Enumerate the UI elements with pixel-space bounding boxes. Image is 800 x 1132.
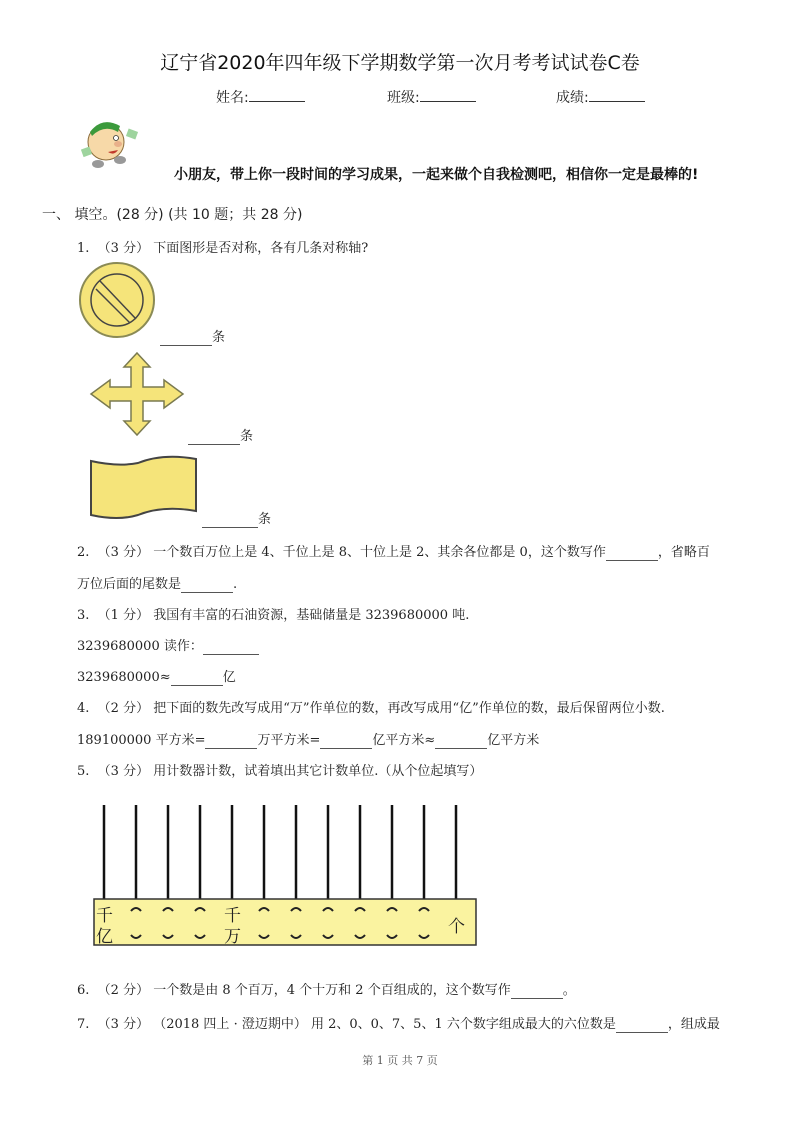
q3-line3-text-a: 3239680000≈	[77, 670, 171, 685]
q7-number: 7.	[77, 1017, 90, 1032]
q2-text-b: ，省略百	[657, 545, 710, 560]
q3-blank-1[interactable]	[203, 639, 259, 655]
abacus-label-qianwan-top: 千	[224, 906, 241, 926]
q1-unit-2: 条	[240, 429, 254, 444]
q1-text: 下面图形是否对称，各有几条对称轴?	[153, 241, 369, 256]
abacus-label-ge: 个	[448, 917, 465, 937]
score-blank[interactable]	[589, 87, 645, 102]
q3-number: 3.	[77, 608, 90, 623]
q2-blank-1[interactable]	[606, 545, 658, 561]
q4-line2-b: 万平方米=	[257, 733, 321, 748]
q2-number: 2.	[77, 545, 90, 560]
name-blank[interactable]	[249, 87, 305, 102]
q6-number: 6.	[77, 983, 90, 998]
q1-answer-3[interactable]	[202, 508, 271, 528]
q1-answer-1[interactable]	[160, 326, 225, 346]
name-label: 姓名:	[216, 90, 249, 106]
abacus-rods	[92, 805, 478, 947]
question-2	[77, 541, 710, 561]
q2-text-a: 一个数百万位上是 4、千位上是 8、十位上是 2、其余各位都是 0，这个数写作	[153, 545, 606, 560]
abacus-label-qianyi-top: 千	[96, 906, 113, 926]
q4-line2-a: 189100000 平方米=	[77, 733, 206, 748]
abacus-label-qianwan-bottom: 万	[224, 927, 241, 947]
class-blank[interactable]	[420, 87, 476, 102]
q4-line-2	[77, 729, 539, 749]
q6-score: （2 分）	[97, 983, 150, 998]
class-field[interactable]	[387, 87, 476, 107]
question-3	[77, 604, 469, 623]
q5-score: （3 分）	[97, 764, 150, 779]
q3-line2-text: 3239680000 读作：	[77, 639, 203, 654]
name-field[interactable]	[216, 87, 305, 107]
wave-flag-shape	[88, 455, 200, 523]
q6-blank[interactable]	[511, 983, 563, 999]
q7-text-a: （2018 四上 · 澄迈期中） 用 2、0、0、7、5、1 六个数字组成最大的六位数是	[153, 1017, 616, 1032]
q3-blank-2[interactable]	[171, 670, 223, 686]
class-label: 班级:	[387, 90, 420, 106]
score-field[interactable]	[556, 87, 645, 107]
q1-unit-1: 条	[212, 330, 226, 345]
encouragement-text: 小朋友，带上你一段时间的学习成果，一起来做个自我检测吧，相信你一定是最棒的!	[174, 167, 699, 183]
q3-line3-text-b: 亿	[222, 670, 236, 685]
q7-blank[interactable]	[616, 1017, 668, 1033]
q7-score: （3 分）	[97, 1017, 150, 1032]
question-1	[77, 237, 368, 256]
q7-text-b: ，组成最	[667, 1017, 720, 1032]
q3-line-2	[77, 635, 259, 655]
q6-text-a: 一个数是由 8 个百万，4 个十万和 2 个百组成的，这个数写作	[153, 983, 511, 998]
q2-blank-2[interactable]	[181, 577, 233, 593]
q2-text-c: 万位后面的尾数是	[77, 577, 182, 592]
question-4	[77, 697, 665, 716]
q3-score: （1 分）	[97, 608, 150, 623]
q4-blank-3[interactable]	[435, 733, 487, 749]
q4-line2-c: 亿平方米≈	[372, 733, 436, 748]
abacus-figure	[92, 805, 478, 947]
q5-number: 5.	[77, 764, 90, 779]
mascot-image	[72, 112, 152, 172]
q4-text: 把下面的数先改写成用“万”作单位的数，再改写成用“亿”作单位的数，最后保留两位小数.	[153, 701, 665, 716]
q5-text: 用计数器计数，试着填出其它计数单位.（从个位起填写）	[153, 764, 483, 779]
circle-symbol-shape	[76, 261, 158, 339]
page-footer: 第 1 页 共 7 页	[362, 1054, 438, 1067]
q3-text: 我国有丰富的石油资源，基础储量是 3239680000 吨.	[153, 608, 470, 623]
page-title: 辽宁省2020年四年级下学期数学第一次月考考试试卷C卷	[160, 52, 640, 74]
question-7	[77, 1013, 720, 1033]
abacus-label-qianyi-bottom: 亿	[96, 927, 113, 947]
section-heading: 一、 填空。(28 分) (共 10 题；共 28 分)	[42, 207, 303, 223]
q3-line-3	[77, 666, 236, 686]
q2-score: （3 分）	[97, 545, 150, 560]
q4-blank-1[interactable]	[205, 733, 257, 749]
score-label: 成绩:	[556, 90, 589, 106]
q2-text-d: .	[233, 577, 238, 592]
q1-answer-2[interactable]	[188, 425, 253, 445]
four-arrow-shape	[88, 351, 186, 437]
q4-number: 4.	[77, 701, 90, 716]
q4-blank-2[interactable]	[320, 733, 372, 749]
q4-line2-d: 亿平方米	[487, 733, 540, 748]
q4-score: （2 分）	[97, 701, 150, 716]
q1-unit-3: 条	[258, 512, 272, 527]
question-5	[77, 760, 482, 779]
q6-text-b: 。	[562, 983, 576, 998]
question-6	[77, 979, 576, 999]
q1-score: （3 分）	[97, 241, 150, 256]
question-2-cont	[77, 573, 237, 593]
q1-number: 1.	[77, 241, 90, 256]
